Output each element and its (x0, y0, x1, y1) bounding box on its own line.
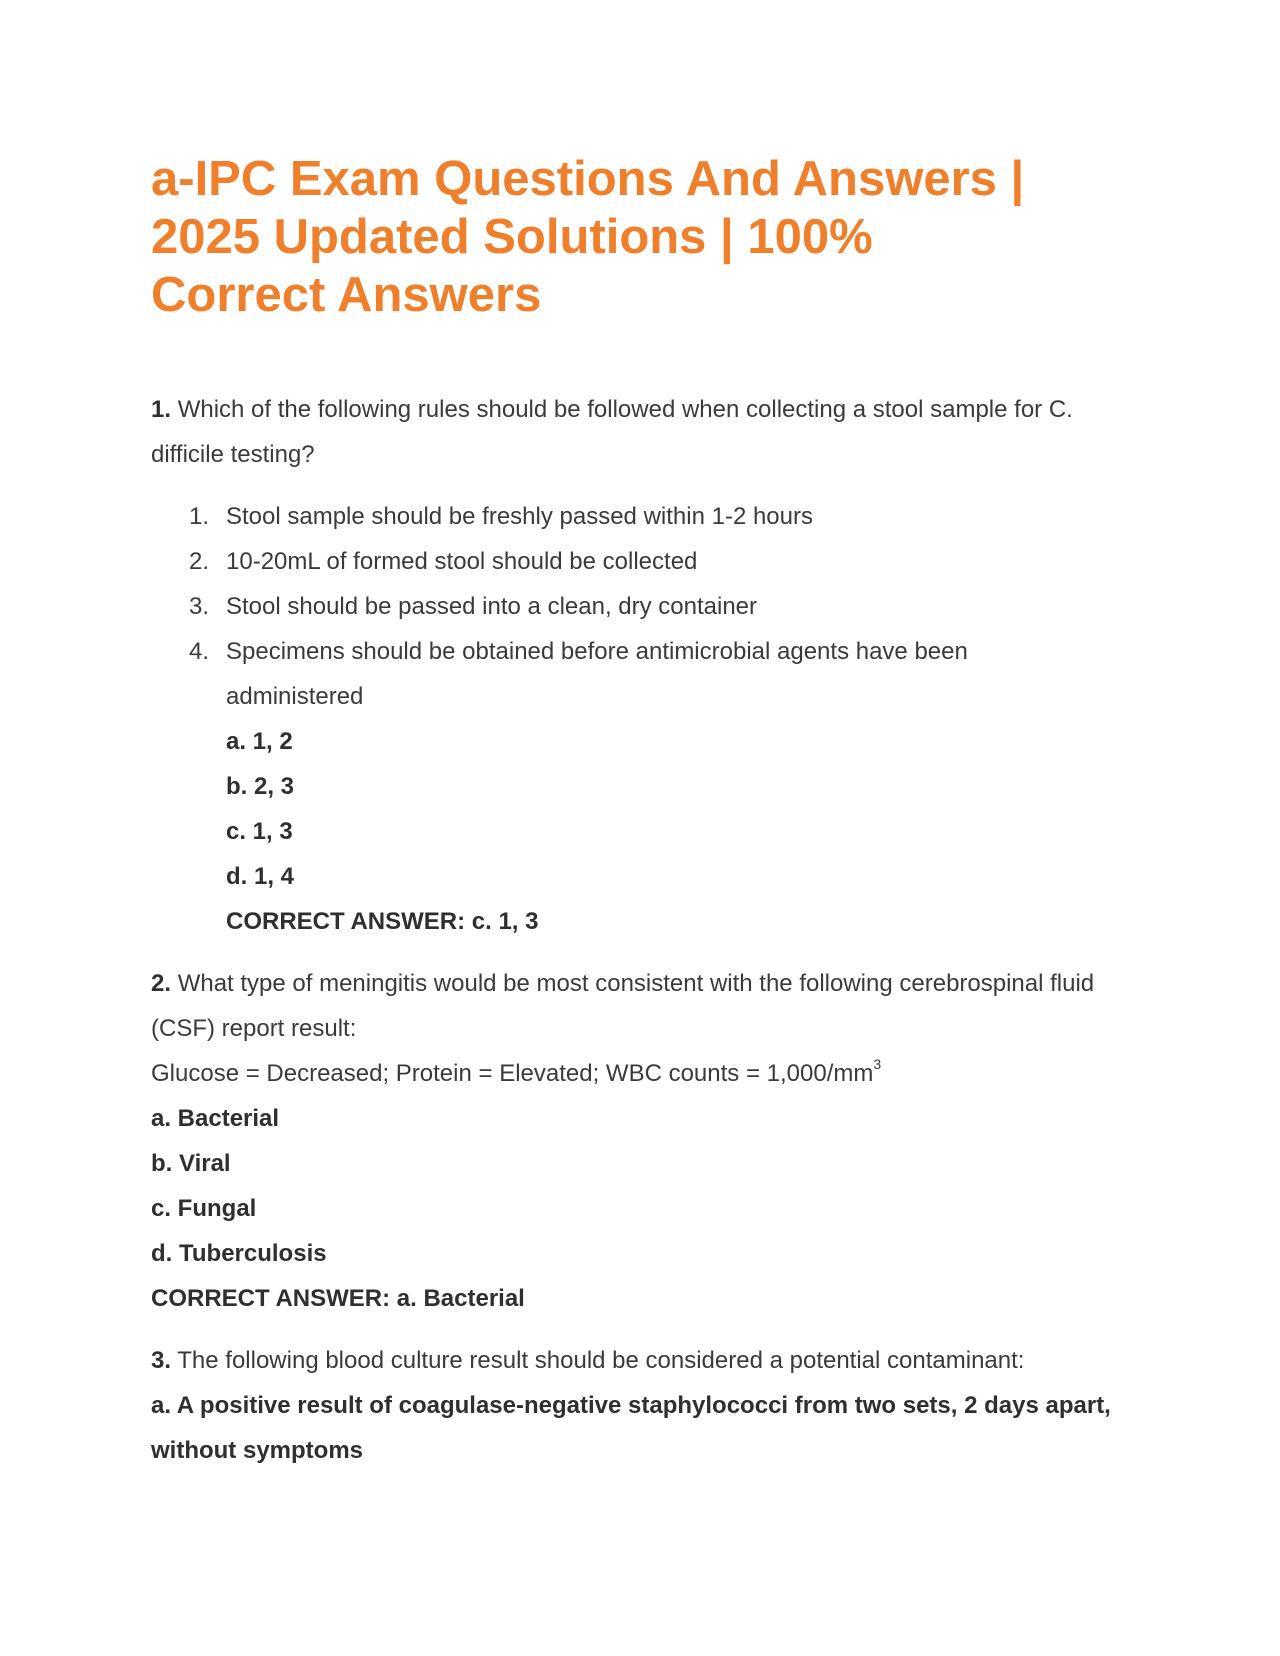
answer-options (151, 719, 1141, 944)
question-number: 1. (151, 396, 172, 423)
statement-text: Stool sample should be freshly passed within 1-2 hours (226, 503, 813, 530)
question-body: The following blood culture result should be considered a potential contaminant: (177, 1347, 1025, 1374)
question-text (151, 387, 1141, 477)
answer-options (151, 1383, 1141, 1473)
statement-text: Stool should be passed into a clean, dry container (226, 593, 758, 620)
document-page (151, 150, 1141, 1473)
answer-option: c. Fungal (151, 1195, 257, 1222)
question-2 (151, 961, 1141, 1321)
answer-option: d. Tuberculosis (151, 1240, 327, 1267)
statement-number: 4. (189, 638, 210, 665)
question-body: What type of meningitis would be most consistent with the following cerebrospinal fluid (CSF) report result: (151, 970, 1095, 1042)
statement-list (151, 494, 1141, 719)
answer-option: a. A positive result of coagulase-negative staphylococci from two sets, 2 days apart, without symptoms (151, 1392, 1111, 1464)
answer-option: b. Viral (151, 1150, 231, 1177)
question-number: 2. (151, 970, 172, 997)
title-line: 2025 Updated Solutions | 100% (151, 210, 873, 264)
answer-option: c. 1, 3 (226, 818, 293, 845)
title-line: Correct Answers (151, 268, 542, 322)
answer-option: b. 2, 3 (226, 773, 295, 800)
correct-answer: CORRECT ANSWER: c. 1, 3 (226, 908, 539, 935)
document-title (151, 150, 1141, 324)
statement-number: 1. (189, 503, 210, 530)
list-item (189, 539, 1141, 584)
csf-result (151, 1051, 1141, 1096)
answer-options (151, 1096, 1141, 1321)
list-item (189, 584, 1141, 629)
question-3 (151, 1338, 1141, 1473)
title-line: a-IPC Exam Questions And Answers | (151, 152, 1025, 206)
answer-option: a. Bacterial (151, 1105, 280, 1132)
question-1 (151, 387, 1141, 944)
question-text (151, 1338, 1141, 1383)
list-item (189, 629, 1141, 719)
superscript: 3 (873, 1056, 882, 1072)
answer-option: d. 1, 4 (226, 863, 295, 890)
csf-result-text: Glucose = Decreased; Protein = Elevated; WBC counts = 1,000/mm (151, 1060, 874, 1087)
statement-text: 10-20mL of formed stool should be collected (226, 548, 698, 575)
list-item (189, 494, 1141, 539)
correct-answer: CORRECT ANSWER: a. Bacterial (151, 1285, 525, 1312)
statement-number: 3. (189, 593, 210, 620)
answer-option: a. 1, 2 (226, 728, 293, 755)
statement-number: 2. (189, 548, 210, 575)
statement-text: Specimens should be obtained before antimicrobial agents have been administered (226, 638, 968, 710)
question-text (151, 961, 1141, 1051)
question-number: 3. (151, 1347, 172, 1374)
question-body: Which of the following rules should be followed when collecting a stool sample for C. difficile testing? (151, 396, 1073, 468)
